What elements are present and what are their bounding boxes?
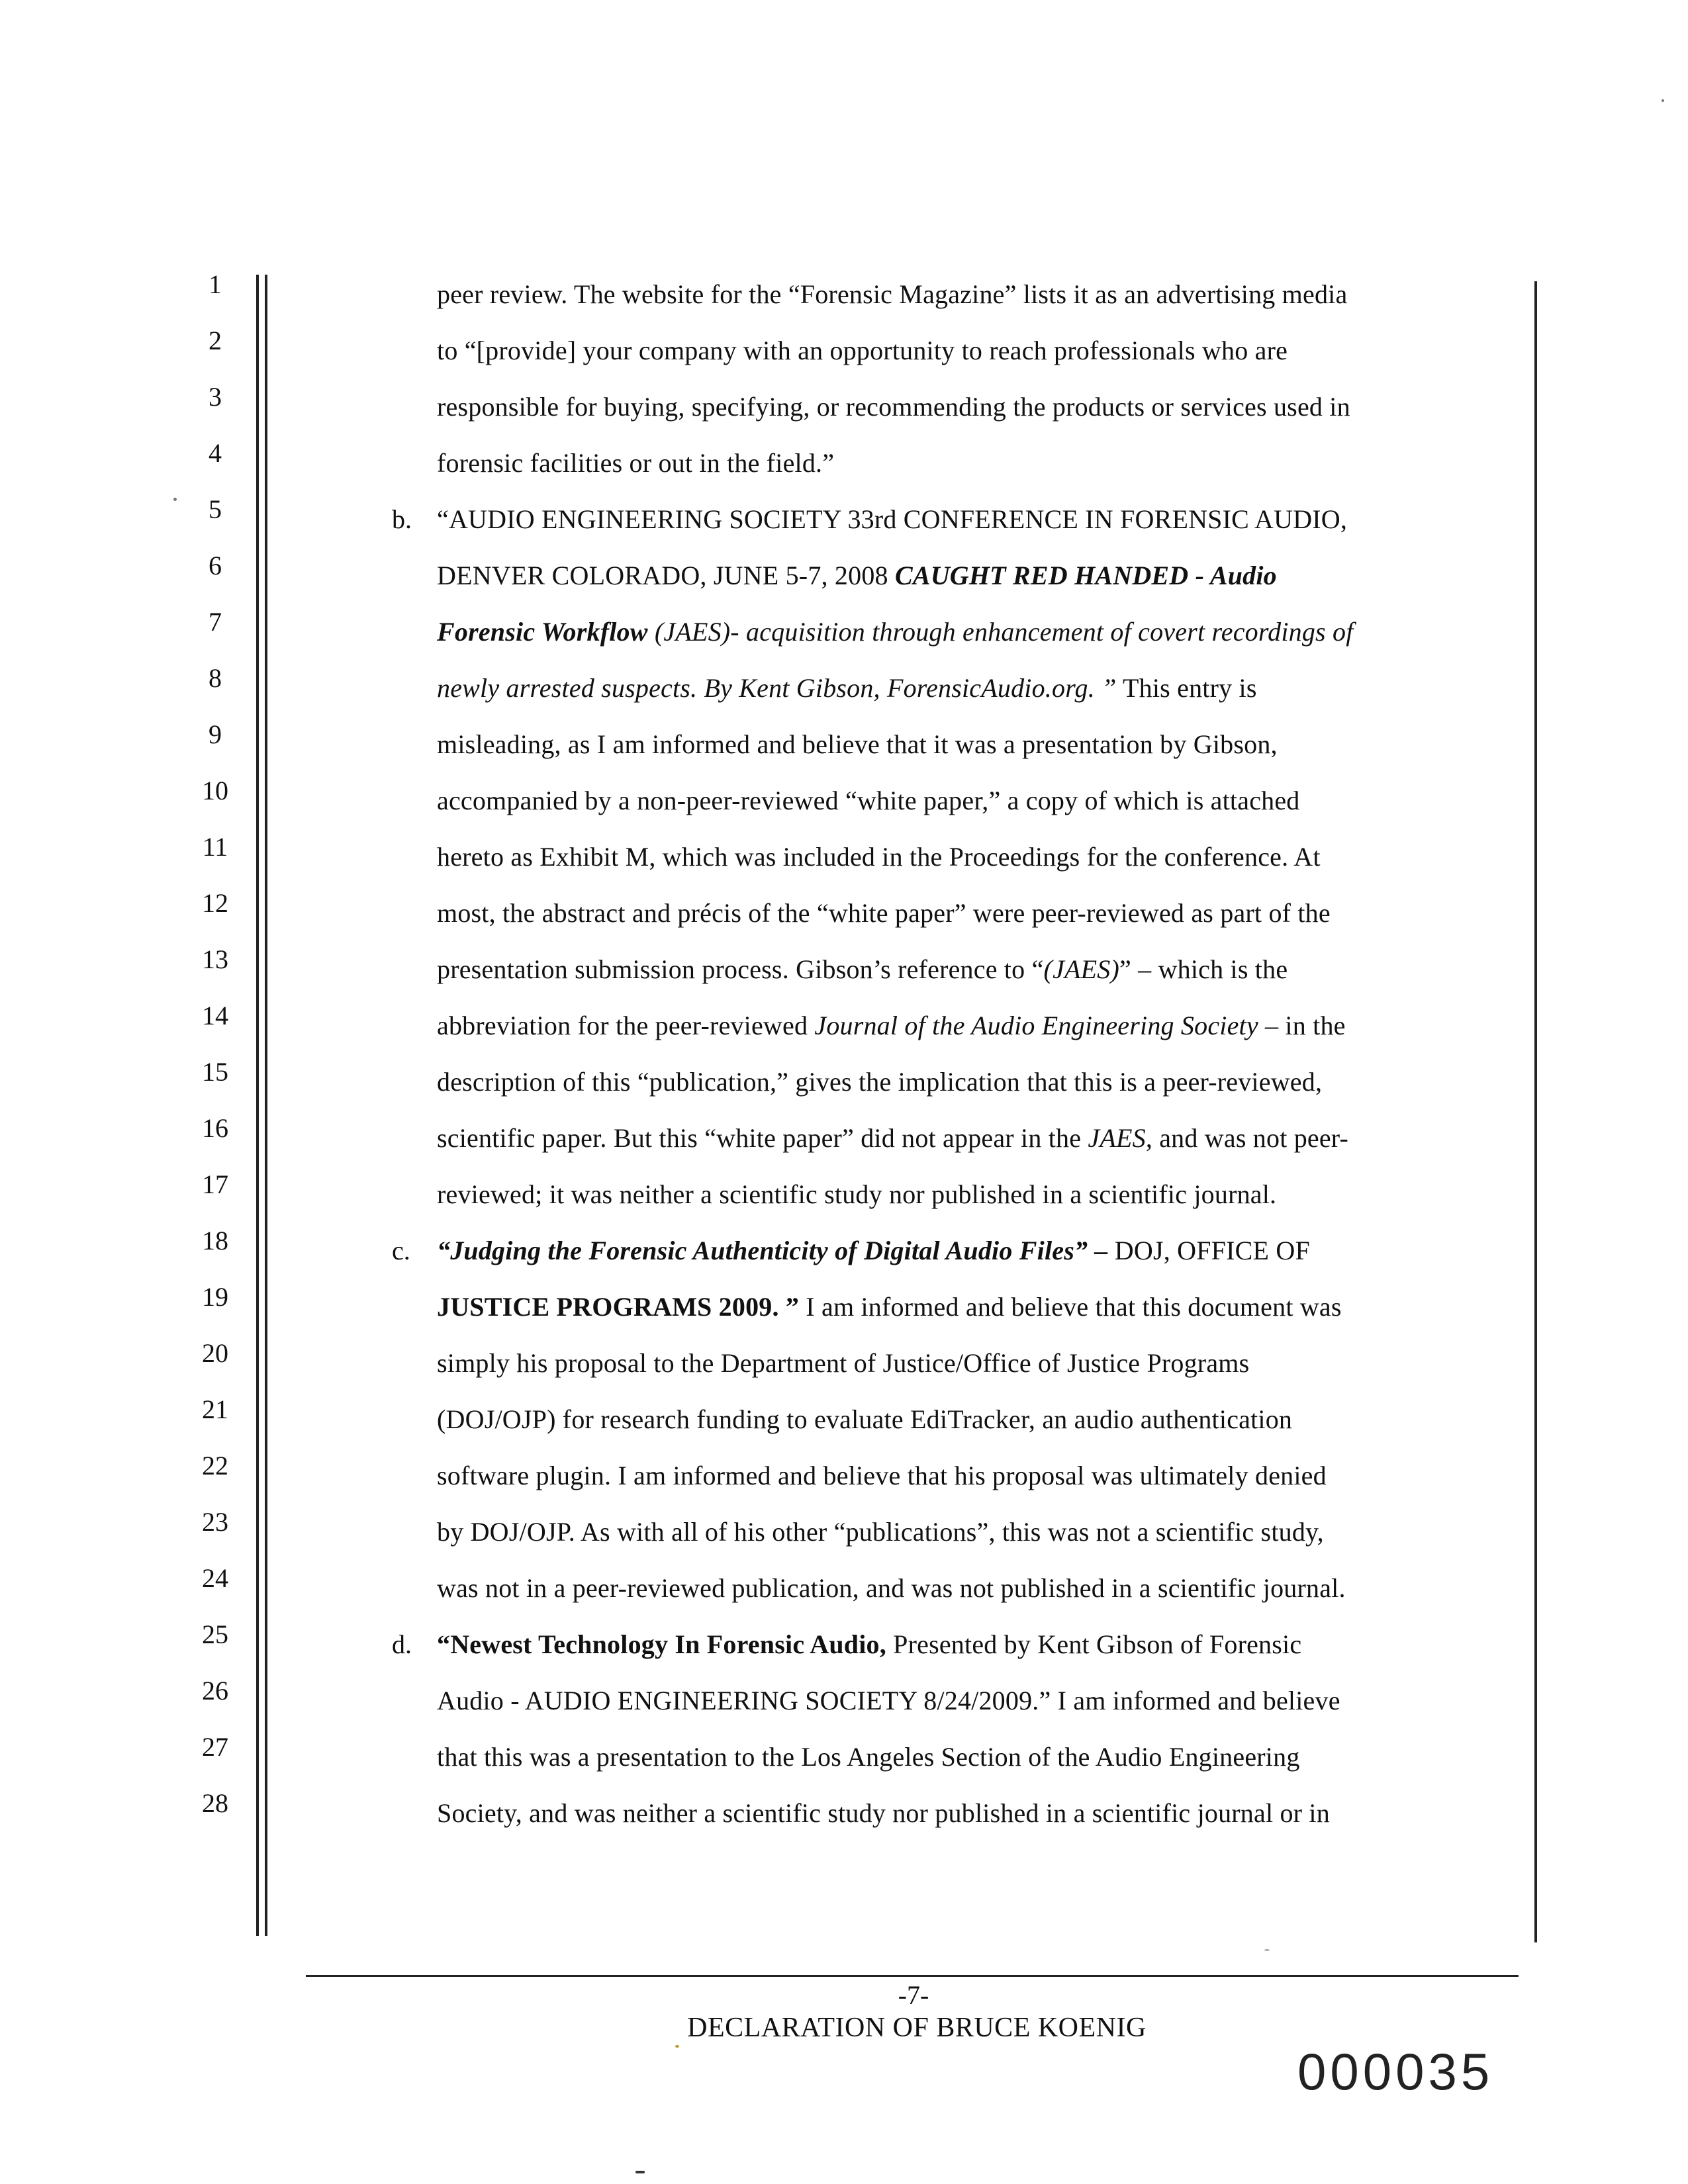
footer-rule <box>306 1975 1519 1977</box>
page-number: -7- <box>898 1980 929 2010</box>
scan-speck <box>1264 1949 1270 1951</box>
line-number: 27 <box>202 1732 228 1762</box>
line-number: 25 <box>202 1619 228 1649</box>
text-line-20: simply his proposal to the Department of Justice/Office of Justice Programs <box>437 1348 1250 1378</box>
text-line-7: Forensic Workflow (JAES)- acquisition through enhancement of covert recordings of <box>437 617 1354 647</box>
bates-stamp: 000035 <box>1297 2042 1494 2101</box>
text-line-18: “Judging the Forensic Authenticity of Digital Audio Files” – DOJ, OFFICE OF <box>437 1236 1310 1265</box>
line-number: 18 <box>202 1226 228 1255</box>
text-line-21: (DOJ/OJP) for research funding to evaluate EdiTracker, an audio authentication <box>437 1404 1293 1434</box>
text-line-19: JUSTICE PROGRAMS 2009. ” I am informed and believe that this document was <box>437 1292 1342 1322</box>
text-line-3: responsible for buying, specifying, or recommending the products or services used in <box>437 392 1350 422</box>
line-number: 16 <box>202 1113 228 1143</box>
text-line-27: that this was a presentation to the Los Angeles Section of the Audio Engineering <box>437 1742 1300 1772</box>
scan-speck <box>173 498 177 501</box>
text-line-6: DENVER COLORADO, JUNE 5-7, 2008 CAUGHT RED HANDED - Audio <box>437 561 1277 590</box>
text-line-2: to “[provide] your company with an opportunity to reach professionals who are <box>437 336 1288 365</box>
text-line-16: scientific paper. But this “white paper” did not appear in the JAES, and was not peer- <box>437 1123 1349 1153</box>
text-line-9: misleading, as I am informed and believe that it was a presentation by Gibson, <box>437 729 1278 759</box>
text-line-26: Audio - AUDIO ENGINEERING SOCIETY 8/24/2009.” I am informed and believe <box>437 1686 1340 1715</box>
left-margin-rule-inner <box>265 275 267 1936</box>
line-number: 15 <box>202 1057 228 1087</box>
line-number: 17 <box>202 1169 228 1199</box>
line-number: 11 <box>202 832 228 862</box>
text-line-22: software plugin. I am informed and believe that his proposal was ultimately denied <box>437 1461 1327 1490</box>
text-line-11: hereto as Exhibit M, which was included in the Proceedings for the conference. At <box>437 842 1321 872</box>
left-margin-rule-outer <box>256 275 259 1936</box>
text-line-8: newly arrested suspects. By Kent Gibson, ForensicAudio.org. ” This entry is <box>437 673 1257 703</box>
line-number: 23 <box>202 1507 228 1537</box>
text-line-4: forensic facilities or out in the field.” <box>437 448 835 478</box>
text-line-25: “Newest Technology In Forensic Audio, Presented by Kent Gibson of Forensic <box>437 1629 1302 1659</box>
footer-title: DECLARATION OF BRUCE KOENIG <box>687 2013 1147 2043</box>
text-line-28: Society, and was neither a scientific study nor published in a scientific journal or in <box>437 1798 1330 1828</box>
scan-speck <box>635 2171 645 2173</box>
line-number: 7 <box>209 607 222 637</box>
line-number: 8 <box>209 663 222 693</box>
text-line-15: description of this “publication,” gives the implication that this is a peer-reviewed, <box>437 1067 1323 1097</box>
text-line-1: peer review. The website for the “Forensic Magazine” lists it as an advertising media <box>437 279 1348 309</box>
text-line-13: presentation submission process. Gibson’s reference to “(JAES)” – which is the <box>437 954 1288 984</box>
line-number: 1 <box>209 269 222 299</box>
text-line-23: by DOJ/OJP. As with all of his other “publications”, this was not a scientific study, <box>437 1517 1324 1547</box>
text-line-17: reviewed; it was neither a scientific study nor published in a scientific journal. <box>437 1179 1277 1209</box>
line-number: 12 <box>202 888 228 918</box>
text-line-5: “AUDIO ENGINEERING SOCIETY 33rd CONFERENCE IN FORENSIC AUDIO, <box>437 504 1348 534</box>
line-number: 28 <box>202 1788 228 1818</box>
list-marker-b: b. <box>392 504 412 534</box>
line-number: 21 <box>202 1394 228 1424</box>
line-number: 22 <box>202 1451 228 1480</box>
line-number: 10 <box>202 776 228 805</box>
scan-speck <box>675 2045 679 2048</box>
line-number: 20 <box>202 1338 228 1368</box>
line-number: 26 <box>202 1676 228 1706</box>
line-number: 5 <box>209 494 222 524</box>
scan-speck <box>1662 99 1664 102</box>
line-number: 3 <box>209 382 222 412</box>
text-line-14: abbreviation for the peer-reviewed Journal of the Audio Engineering Society – in the <box>437 1011 1346 1040</box>
line-number: 2 <box>209 326 222 355</box>
line-number: 14 <box>202 1001 228 1030</box>
line-number: 24 <box>202 1563 228 1593</box>
line-number: 6 <box>209 551 222 580</box>
line-number: 19 <box>202 1282 228 1312</box>
list-marker-d: d. <box>392 1629 412 1659</box>
text-line-10: accompanied by a non-peer-reviewed “white paper,” a copy of which is attached <box>437 786 1300 815</box>
list-marker-c: c. <box>392 1236 410 1265</box>
line-number: 4 <box>209 438 222 468</box>
right-margin-rule <box>1534 281 1537 1942</box>
text-line-24: was not in a peer-reviewed publication, and was not published in a scientific journal. <box>437 1573 1346 1603</box>
line-number: 9 <box>209 719 222 749</box>
line-number: 13 <box>202 944 228 974</box>
text-line-12: most, the abstract and précis of the “white paper” were peer-reviewed as part of the <box>437 898 1331 928</box>
